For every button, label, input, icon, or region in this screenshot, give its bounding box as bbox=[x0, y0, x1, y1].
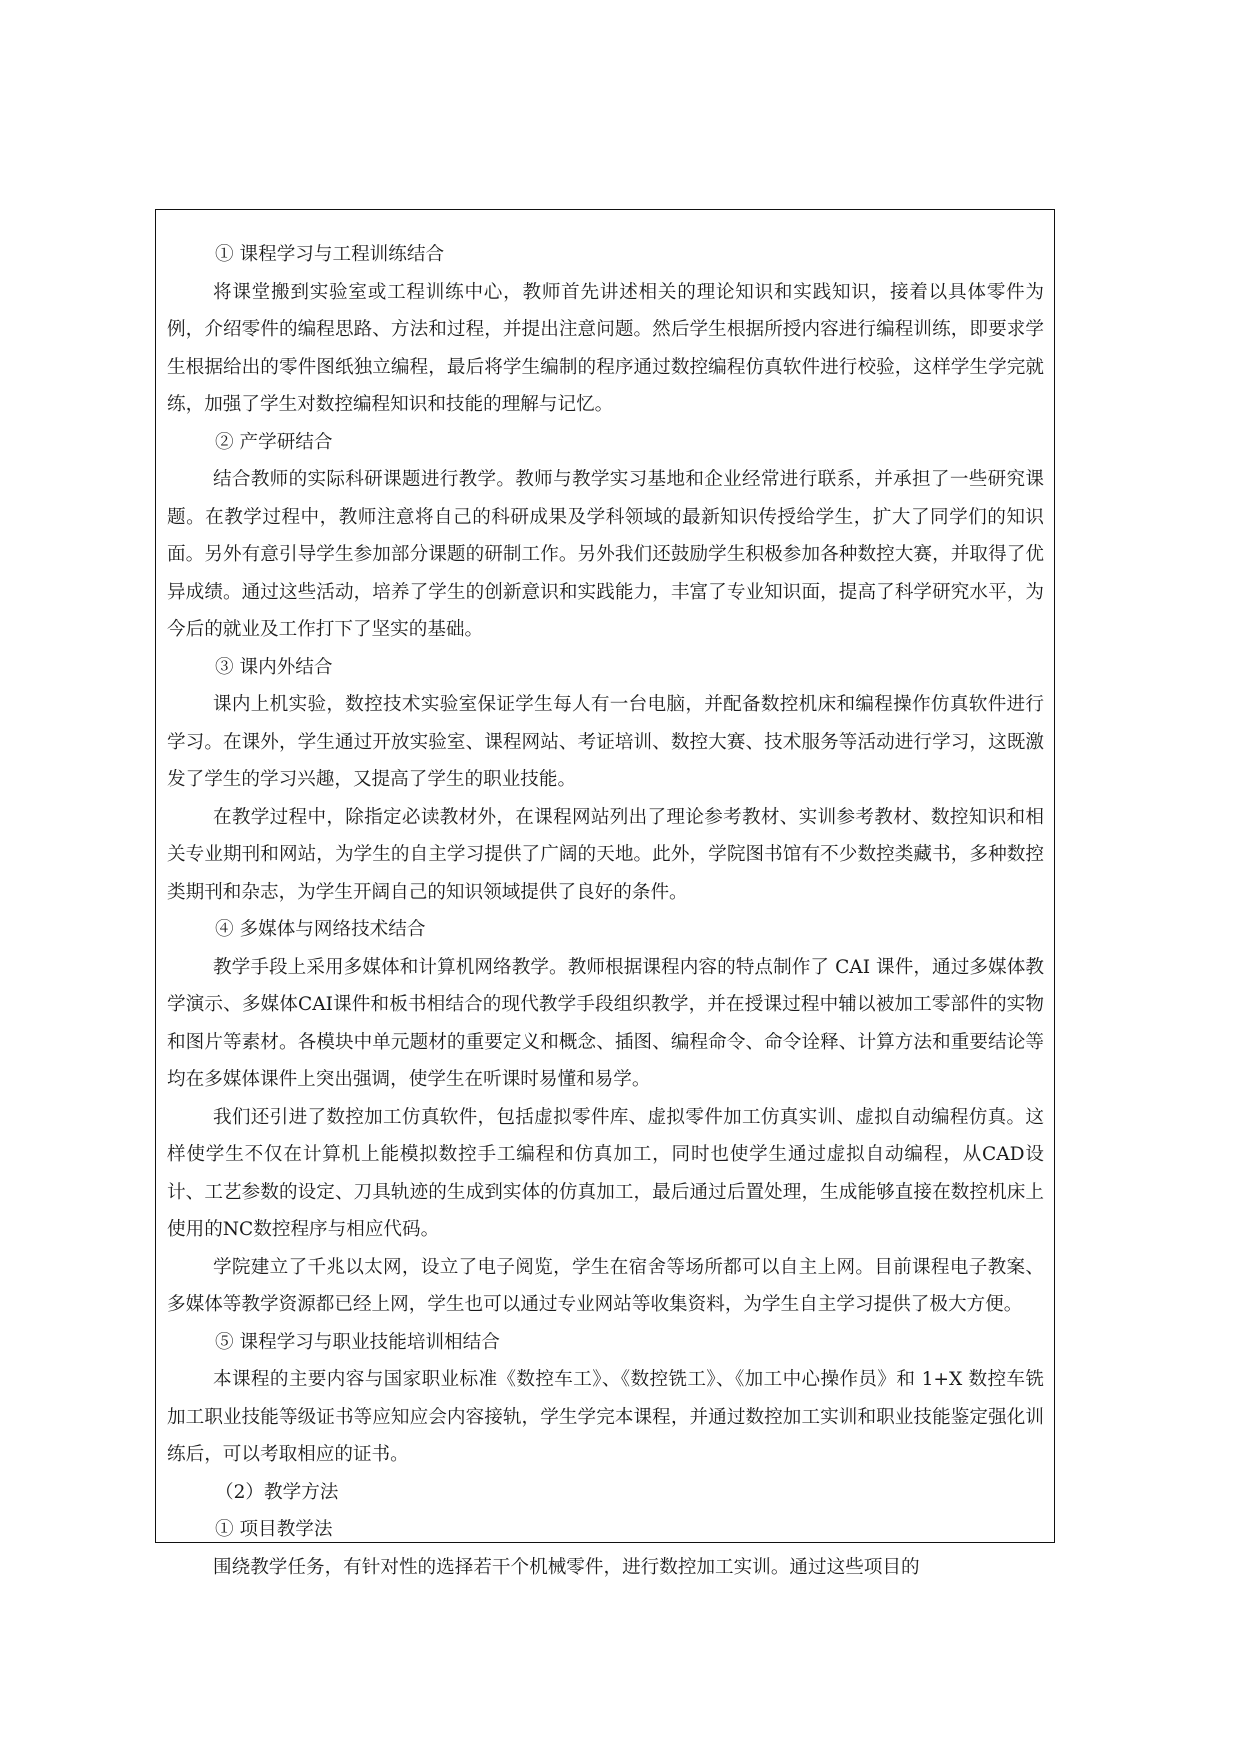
document-body bbox=[167, 236, 1044, 1586]
section-heading: ③ 课内外结合 bbox=[215, 656, 333, 678]
body-paragraph: 教学手段上采用多媒体和计算机网络教学。教师根据课程内容的特点制作了 CAI 课件，通过多媒体教学演示、多媒体CAI课件和板书相结合的现代教学手段组织教学，并在授课过程中辅以被加工零部件的实物和图片等素材。各模块中单元题材的重要定义和概念、插图、编程命令、命令诠释、计算方法和重要结论等均在多媒体课件上突出强调，使学生在听课时易懂和易学。 bbox=[167, 956, 1044, 1090]
section-heading: ① 项目教学法 bbox=[215, 1519, 333, 1540]
body-paragraph: 课内上机实验，数控技术实验室保证学生每人有一台电脑，并配备数控机床和编程操作仿真软件进行学习。在课外，学生通过开放实验室、课程网站、考证培训、数控大赛、技术服务等活动进行学习，这既激发了学生的学习兴趣，又提高了学生的职业技能。 bbox=[167, 694, 1044, 790]
body-paragraph: 围绕教学任务，有针对性的选择若干个机械零件，进行数控加工实训。通过这些项目的 bbox=[213, 1556, 920, 1578]
section-heading: ② 产学研结合 bbox=[215, 431, 333, 453]
section-heading: ⑤ 课程学习与职业技能培训相结合 bbox=[215, 1331, 500, 1353]
body-paragraph: 学院建立了千兆以太网，设立了电子阅览，学生在宿舍等场所都可以自主上网。目前课程电子教案、多媒体等教学资源都已经上网，学生也可以通过专业网站等收集资料，为学生自主学习提供了极大方便。 bbox=[167, 1256, 1044, 1315]
body-paragraph: 将课堂搬到实验室或工程训练中心，教师首先讲述相关的理论知识和实践知识，接着以具体零件为例，介绍零件的编程思路、方法和过程，并提出注意问题。然后学生根据所授内容进行编程训练，即要求学生根据给出的零件图纸独立编程，最后将学生编制的程序通过数控编程仿真软件进行校验，这样学生学完就练，加强了学生对数控编程知识和技能的理解与记忆。 bbox=[167, 281, 1044, 415]
section-heading: ① 课程学习与工程训练结合 bbox=[215, 244, 445, 265]
body-paragraph: 本课程的主要内容与国家职业标准《数控车工》、《数控铣工》、《加工中心操作员》和 1+X 数控车铣加工职业技能等级证书等应知应会内容接轨，学生学完本课程，并通过数控加工实训和职业技能鉴定强化训练后，可以考取相应的证书。 bbox=[167, 1369, 1044, 1465]
body-paragraph: 在教学过程中，除指定必读教材外，在课程网站列出了理论参考教材、实训参考教材、数控知识和相关专业期刊和网站，为学生的自主学习提供了广阔的天地。此外，学院图书馆有不少数控类藏书，多种数控类期刊和杂志，为学生开阔自己的知识领域提供了良好的条件。 bbox=[167, 806, 1044, 903]
body-paragraph: 结合教师的实际科研课题进行教学。教师与教学实习基地和企业经常进行联系，并承担了一些研究课题。在教学过程中，教师注意将自己的科研成果及学科领域的最新知识传授给学生，扩大了同学们的知识面。另外有意引导学生参加部分课题的研制工作。另外我们还鼓励学生积极参加各种数控大赛，并取得了优异成绩。通过这些活动，培养了学生的创新意识和实践能力，丰富了专业知识面，提高了科学研究水平，为今后的就业及工作打下了坚实的基础。 bbox=[167, 469, 1044, 640]
body-paragraph: 我们还引进了数控加工仿真软件，包括虚拟零件库、虚拟零件加工仿真实训、虚拟自动编程仿真。这样使学生不仅在计算机上能模拟数控手工编程和仿真加工，同时也使学生通过虚拟自动编程，从CAD设计、工艺参数的设定、刀具轨迹的生成到实体的仿真加工，最后通过后置处理，生成能够直接在数控机床上使用的NC数控程序与相应代码。 bbox=[167, 1106, 1044, 1240]
section-heading: ④ 多媒体与网络技术结合 bbox=[215, 919, 426, 940]
section-heading: （2）教学方法 bbox=[215, 1481, 339, 1503]
